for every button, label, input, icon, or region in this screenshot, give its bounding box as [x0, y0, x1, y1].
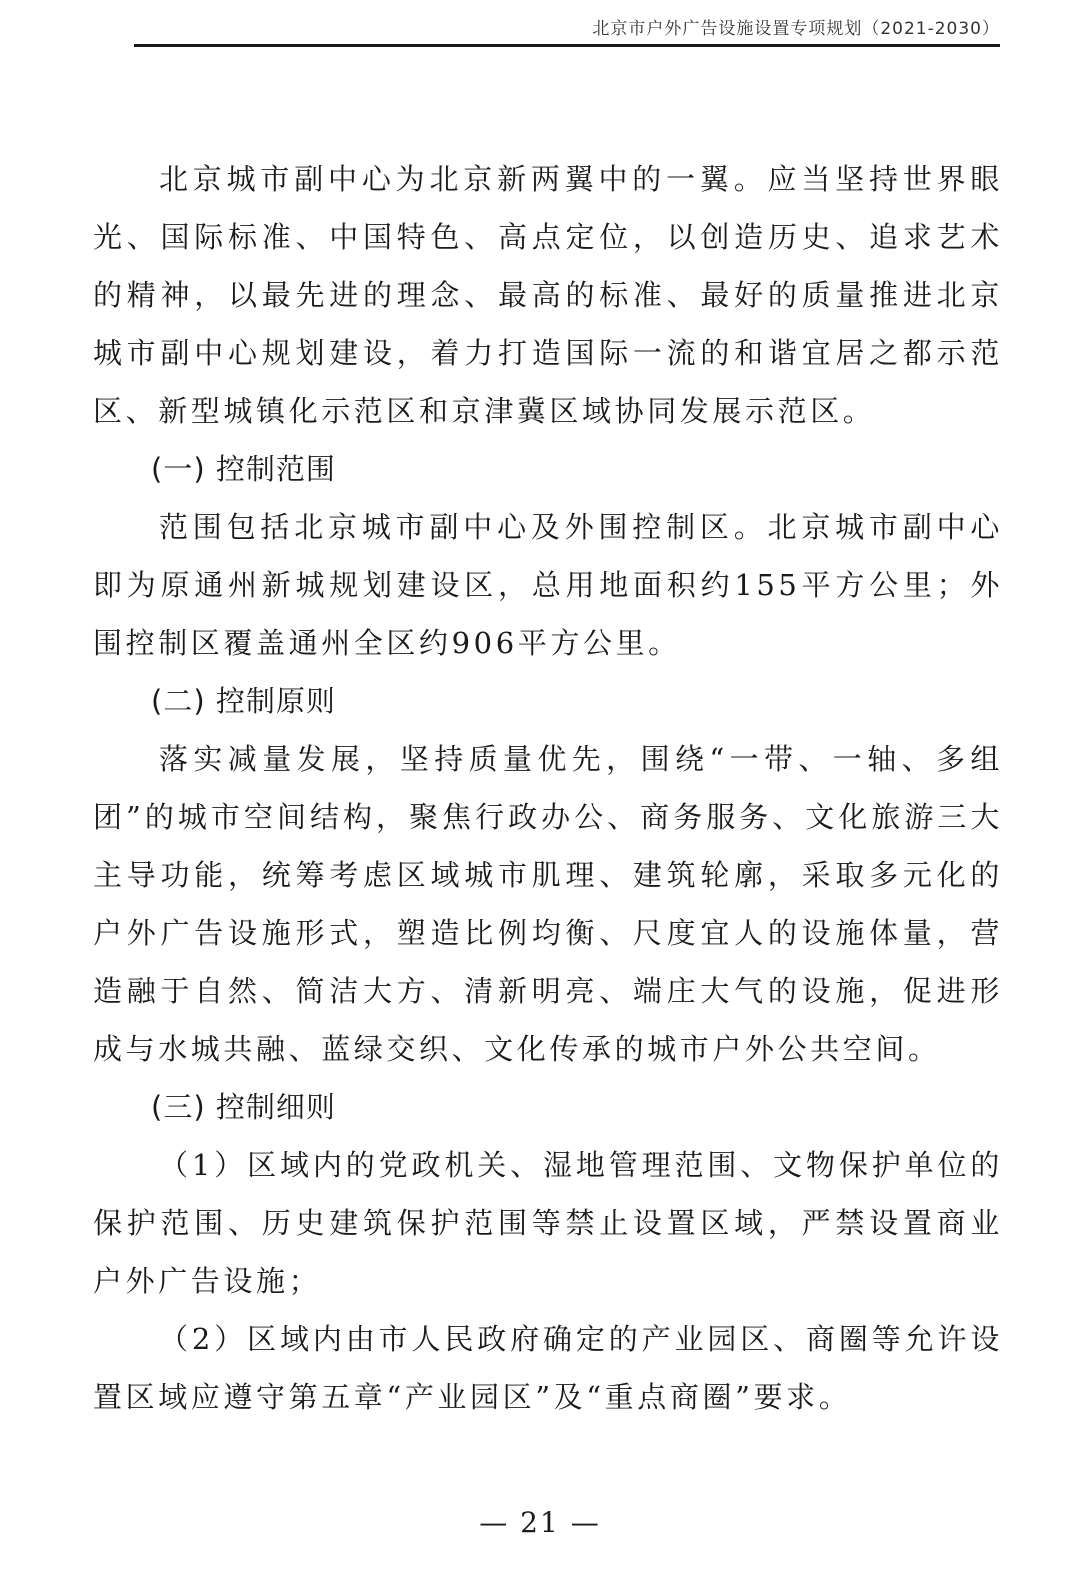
document-body [93, 150, 1003, 1426]
section-text-scope: 范围包括北京城市副中心及外围控制区。北京城市副中心即为原通州新城规划建设区，总用地面积约155平方公里；外围控制区覆盖通州全区约906平方公里。 [93, 510, 1003, 660]
rule-item-2: （2）区域内由市人民政府确定的产业园区、商圈等允许设置区域应遵守第五章“产业园区”及“重点商圈”要求。 [93, 1322, 1003, 1414]
section-text-principles: 落实减量发展，坚持质量优先，围绕“一带、一轴、多组团”的城市空间结构，聚焦行政办公、商务服务、文化旅游三大主导功能，统筹考虑区域城市肌理、建筑轮廓，采取多元化的户外广告设施形式，塑造比例均衡、尺度宜人的设施体量，营造融于自然、简洁大方、清新明亮、端庄大气的设施，促进形成与水城共融、蓝绿交织、文化传承的城市户外公共空间。 [93, 742, 1003, 1066]
header-divider [134, 44, 1000, 47]
intro-paragraph: 北京城市副中心为北京新两翼中的一翼。应当坚持世界眼光、国际标准、中国特色、高点定位，以创造历史、追求艺术的精神，以最先进的理念、最高的标准、最好的质量推进北京城市副中心规划建设，着力打造国际一流的和谐宜居之都示范区、新型城镇化示范区和京津冀区域协同发展示范区。 [93, 162, 1003, 428]
section-heading-principles: (二) 控制原则 [151, 684, 336, 718]
running-header: 北京市户外广告设施设置专项规划（2021-2030） [592, 19, 1000, 39]
rule-item-1: （1）区域内的党政机关、湿地管理范围、文物保护单位的保护范围、历史建筑保护范围等禁止设置区域，严禁设置商业户外广告设施； [93, 1148, 1003, 1298]
section-heading-scope: (一) 控制范围 [151, 452, 336, 486]
page-number: — 21 — [479, 1506, 601, 1539]
section-heading-rules: (三) 控制细则 [151, 1090, 336, 1124]
